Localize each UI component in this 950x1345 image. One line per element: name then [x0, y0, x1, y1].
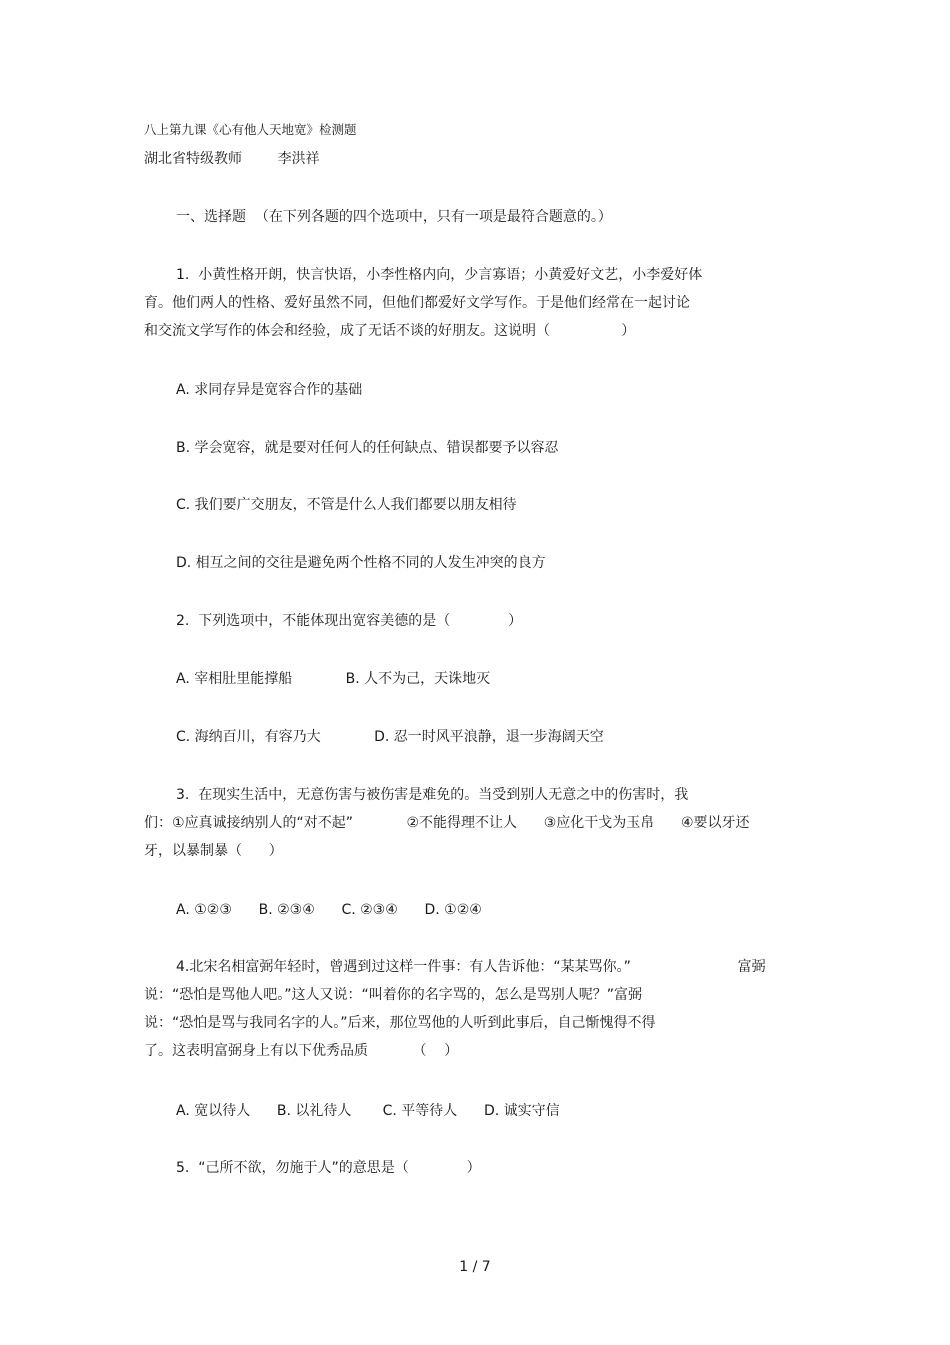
question-3-line-2: 们：①应真诚接纳别人的“对不起” ②不能得理不让人 ③应化干戈为玉帛 ④要以牙还	[144, 815, 750, 831]
question-3-options: A. ①②③ B. ②③④ C. ②③④ D. ①②④	[176, 902, 482, 918]
author-line: 湖北省特级教师 李洪祥	[144, 151, 320, 167]
question-4-line-3: 说：“恐怕是骂与我同名字的人。”后来，那位骂他的人听到此事后，自己惭愧得不得	[144, 1015, 656, 1031]
question-4-line-2: 说：“恐怕是骂他人吧。”这人又说：“叫着你的名字骂的，怎么是骂别人呢？”富弼	[144, 987, 643, 1003]
question-4-options: A. 宽以待人 B. 以礼待人 C. 平等待人 D. 诚实守信	[176, 1103, 560, 1119]
question-1-option-a: A. 求同存异是宽容合作的基础	[176, 382, 363, 398]
question-3-line-3: 牙，以暴制暴（ ）	[144, 843, 283, 859]
question-3-line-1: 3. 在现实生活中，无意伤害与被伤害是难免的。当受到别人无意之中的伤害时，我	[176, 787, 689, 803]
page-number: 1 / 7	[459, 1259, 491, 1275]
question-1-line-3: 和交流文学写作的体会和经验，成了无话不谈的好朋友。这说明（ ）	[144, 323, 636, 339]
question-1-option-b: B. 学会宽容，就是要对任何人的任何缺点、错误都要予以容忍	[176, 440, 559, 456]
question-4-line-1: 4.北宋名相富弼年轻时，曾遇到过这样一件事：有人告诉他：“某某骂你。” 富弼	[176, 959, 766, 975]
question-1-line-1: 1. 小黄性格开朗，快言快语，小李性格内向，少言寡语；小黄爱好文艺，小李爱好体	[176, 267, 703, 283]
doc-title: 八上第九课《心有他人天地宽》检测题	[144, 122, 357, 137]
question-1-option-c: C. 我们要广交朋友，不管是什么人我们都要以朋友相待	[176, 497, 517, 513]
question-1-option-d: D. 相互之间的交往是避免两个性格不同的人发生冲突的良方	[176, 555, 546, 571]
question-2-options-ab: A. 宰相肚里能撑船 B. 人不为己，天诛地灭	[176, 671, 491, 687]
question-4-line-4: 了。这表明富弼身上有以下优秀品质 （ ）	[144, 1043, 459, 1059]
section-heading: 一、选择题 （在下列各题的四个选项中，只有一项是最符合题意的。）	[176, 209, 612, 225]
question-5-line-1: 5. “己所不欲，勿施于人”的意思是（ ）	[176, 1160, 481, 1176]
question-2-line-1: 2. 下列选项中，不能体现出宽容美德的是（ ）	[176, 613, 523, 629]
question-2-options-cd: C. 海纳百川，有容乃大 D. 忍一时风平浪静，退一步海阔天空	[176, 729, 604, 745]
question-1-line-2: 育。他们两人的性格、爱好虽然不同，但他们都爱好文学写作。于是他们经常在一起讨论	[144, 295, 690, 311]
